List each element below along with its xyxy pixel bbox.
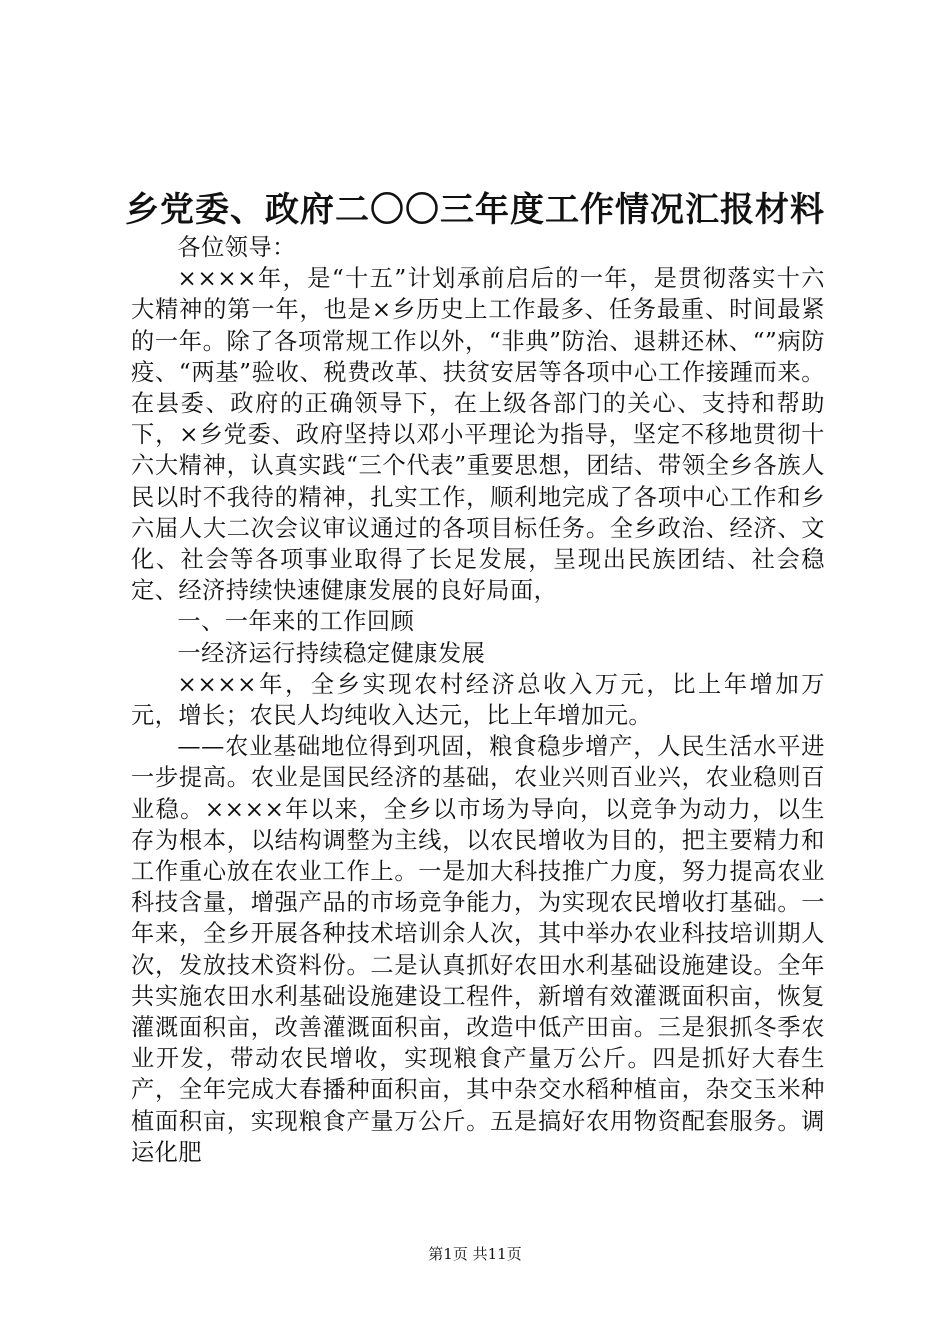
salutation: 各位领导： bbox=[177, 234, 296, 261]
page-footer: 第1页 共11页 bbox=[428, 1245, 522, 1263]
intro-paragraph: ××××年，是“十五”计划承前启后的一年，是贯彻落实十六大精神的第一年，也是×乡历史上工作最多、任务最重、时间最紧的一年。除了各项常规工作以外，“非典”防治、退耕还林、“”病防疫、“两基”验收、税费改革、扶贫安居等各项中心工作接踵而来。在县委、政府的正确领导下，在上级各部门的关心、支持和帮助下，×乡党委、政府坚持以邓小平理论为指导，坚定不移地贯彻十六大精神，认真实践“三个代表”重要思想，团结、带领全乡各族人民以时不我待的精神，扎实工作，顺利地完成了各项中心工作和乡六届人大二次会议审议通过的各项目标任务。全乡政治、经济、文化、社会等各项事业取得了长足发展，呈现出民族团结、社会稳定、经济持续快速健康发展的良好局面， bbox=[131, 265, 825, 605]
document-body bbox=[131, 232, 825, 1168]
economy-paragraph: ××××年，全乡实现农村经济总收入万元，比上年增加万元，增长；农民人均纯收入达元，比上年增加元。 bbox=[131, 670, 825, 730]
section-heading: 一、一年来的工作回顾 bbox=[177, 608, 415, 636]
subsection-heading: 一经济运行持续稳定健康发展 bbox=[177, 639, 486, 667]
document-title: 乡党委、政府二〇〇三年度工作情况汇报材料 bbox=[125, 190, 825, 230]
agriculture-paragraph: ——农业基础地位得到巩固，粮食稳步增产，人民生活水平进一步提高。农业是国民经济的基础，农业兴则百业兴，农业稳则百业稳。××××年以来，全乡以市场为导向，以竞争为动力，以生存为根本，以结构调整为主线，以农民增收为目的，把主要精力和工作重心放在农业工作上。一是加大科技推广力度，努力提高农业科技含量，增强产品的市场竞争能力，为实现农民增收打基础。一年来，全乡开展各种技术培训余人次，其中举办农业科技培训期人次，发放技术资料份。二是认真抓好农田水利基础设施建设。全年共实施农田水利基础设施建设工程件，新增有效灌溉面积亩，恢复灌溉面积亩，改善灌溉面积亩，改造中低产田亩。三是狠抓冬季农业开发，带动农民增收，实现粮食产量万公斤。四是抓好大春生产，全年完成大春播种面积亩，其中杂交水稻种植亩，杂交玉米种植面积亩，实现粮食产量万公斤。五是搞好农用物资配套服务。调运化肥 bbox=[131, 733, 825, 1166]
